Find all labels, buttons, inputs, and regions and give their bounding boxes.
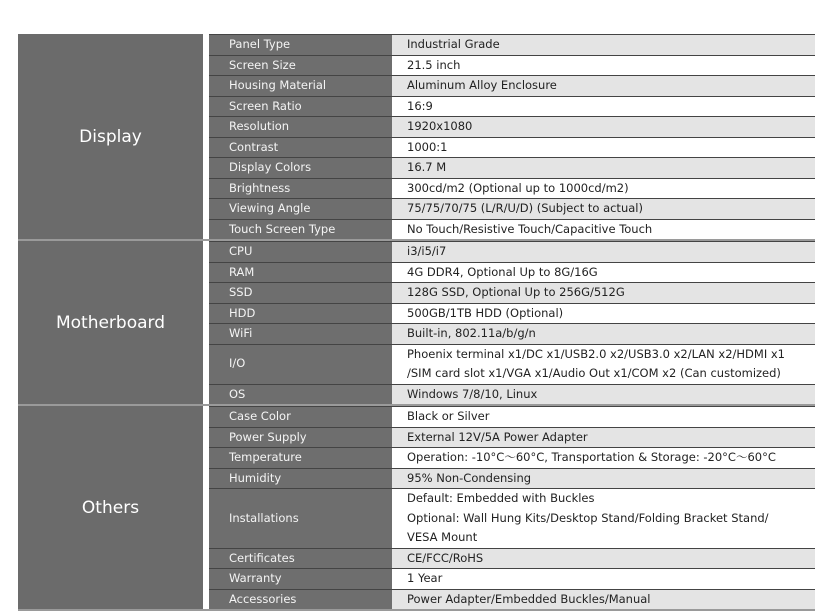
table-row [209, 116, 815, 137]
spec-value-line: Industrial Grade [407, 37, 500, 51]
spec-label: CPU [209, 242, 392, 262]
spec-value-line: Default: Embedded with Buckles [407, 491, 595, 505]
spec-label: Certificates [209, 549, 392, 569]
spec-label: Accessories [209, 590, 392, 610]
spec-value-line: 128G SSD, Optional Up to 256G/512G [407, 285, 625, 299]
table-row [209, 447, 815, 468]
spec-value-line: i3/i5/i7 [407, 244, 447, 258]
spec-label: Display Colors [209, 158, 392, 178]
spec-value [392, 242, 815, 262]
table-row [209, 219, 815, 240]
spec-value [392, 304, 815, 324]
spec-label: Panel Type [209, 35, 392, 55]
spec-value [392, 448, 815, 468]
spec-value [392, 199, 815, 219]
spec-value [392, 428, 815, 448]
table-row [209, 282, 815, 303]
spec-label: Touch Screen Type [209, 220, 392, 240]
spec-value-line: 21.5 inch [407, 57, 461, 72]
spec-label: SSD [209, 283, 392, 303]
spec-label: Humidity [209, 469, 392, 489]
spec-group-motherboard [18, 241, 815, 406]
spec-label: Installations [209, 489, 392, 548]
table-row [209, 178, 815, 199]
spec-value-line: Operation: -10°C〜60°C, Transportation & Storage: -20°C〜60°C [407, 450, 776, 464]
table-row [209, 75, 815, 96]
spec-value [392, 97, 815, 117]
spec-value [392, 76, 815, 96]
spec-label: Warranty [209, 569, 392, 589]
spec-value [392, 283, 815, 303]
spec-label: Power Supply [209, 428, 392, 448]
spec-value-line: Black or Silver [407, 409, 490, 423]
spec-value [392, 345, 815, 384]
spec-label: Contrast [209, 138, 392, 158]
spec-value [392, 385, 815, 405]
table-row [209, 384, 815, 405]
spec-label: Resolution [209, 117, 392, 137]
spec-value [392, 489, 815, 548]
spec-value-line: 4G DDR4, Optional Up to 8G/16G [407, 264, 598, 279]
spec-label: Housing Material [209, 76, 392, 96]
spec-value [392, 138, 815, 158]
table-row [209, 548, 815, 569]
table-row [209, 427, 815, 448]
spec-label: I/O [209, 345, 392, 384]
spec-value [392, 549, 815, 569]
table-row [209, 303, 815, 324]
spec-value-line: Power Adapter/Embedded Buckles/Manual [407, 591, 651, 606]
table-row [209, 406, 815, 427]
table-row [209, 157, 815, 178]
spec-value-line: 75/75/70/75 (L/R/U/D) (Subject to actual) [407, 201, 643, 215]
spec-value-line: Windows 7/8/10, Linux [407, 386, 538, 401]
spec-value-line: Phoenix terminal x1/DC x1/USB2.0 x2/USB3.0 x2/LAN x2/HDMI x1 [407, 346, 785, 361]
spec-value [392, 263, 815, 283]
spec-label: RAM [209, 263, 392, 283]
spec-label: Brightness [209, 179, 392, 199]
spec-value-line: VESA Mount [407, 530, 478, 544]
category-label: Others [18, 406, 203, 609]
spec-value-line: External 12V/5A Power Adapter [407, 429, 588, 444]
spec-group-others [18, 406, 815, 611]
table-row [209, 34, 815, 55]
category-label: Display [18, 34, 203, 239]
spec-value-line: 16:9 [407, 98, 433, 113]
spec-value-line: 1920x1080 [407, 119, 473, 133]
spec-label: HDD [209, 304, 392, 324]
spec-value-line: 16.7 M [407, 160, 447, 174]
table-row [209, 198, 815, 219]
table-row [209, 568, 815, 589]
table-row [209, 262, 815, 283]
spec-value-line: 1 Year [407, 571, 443, 585]
spec-label: Screen Size [209, 56, 392, 76]
table-row [209, 344, 815, 384]
spec-value-line: 300cd/m2 (Optional up to 1000cd/m2) [407, 180, 629, 195]
spec-value-line: No Touch/Resistive Touch/Capacitive Touch [407, 221, 653, 236]
spec-label: Case Color [209, 407, 392, 427]
table-row [209, 241, 815, 262]
spec-label: Viewing Angle [209, 199, 392, 219]
spec-value [392, 569, 815, 589]
spec-value-line: 1000:1 [407, 139, 448, 154]
table-row [209, 323, 815, 344]
spec-value [392, 590, 815, 610]
spec-value [392, 158, 815, 178]
spec-value [392, 35, 815, 55]
spec-value-line: Built-in, 802.11a/b/g/n [407, 326, 536, 340]
spec-label: Screen Ratio [209, 97, 392, 117]
spec-value [392, 56, 815, 76]
spec-label: OS [209, 385, 392, 405]
table-row [209, 468, 815, 489]
spec-value [392, 179, 815, 199]
spec-group-display [18, 34, 815, 241]
table-row [209, 589, 815, 610]
category-label: Motherboard [18, 241, 203, 404]
spec-value-line: /SIM card slot x1/VGA x1/Audio Out x1/COM x2 (Can customized) [407, 366, 781, 380]
spec-table [18, 34, 815, 611]
spec-value-line: Optional: Wall Hung Kits/Desktop Stand/Folding Bracket Stand/ [407, 510, 769, 525]
spec-label: Temperature [209, 448, 392, 468]
spec-value-line: 95% Non-Condensing [407, 470, 532, 485]
table-row [209, 96, 815, 117]
spec-label: WiFi [209, 324, 392, 344]
spec-value-line: 500GB/1TB HDD (Optional) [407, 305, 564, 320]
table-row [209, 488, 815, 548]
spec-value [392, 324, 815, 344]
spec-value [392, 469, 815, 489]
spec-value-line: CE/FCC/RoHS [407, 550, 484, 565]
spec-value [392, 407, 815, 427]
spec-value-line: Aluminum Alloy Enclosure [407, 78, 557, 92]
spec-value [392, 117, 815, 137]
spec-value [392, 220, 815, 240]
table-row [209, 55, 815, 76]
table-row [209, 137, 815, 158]
